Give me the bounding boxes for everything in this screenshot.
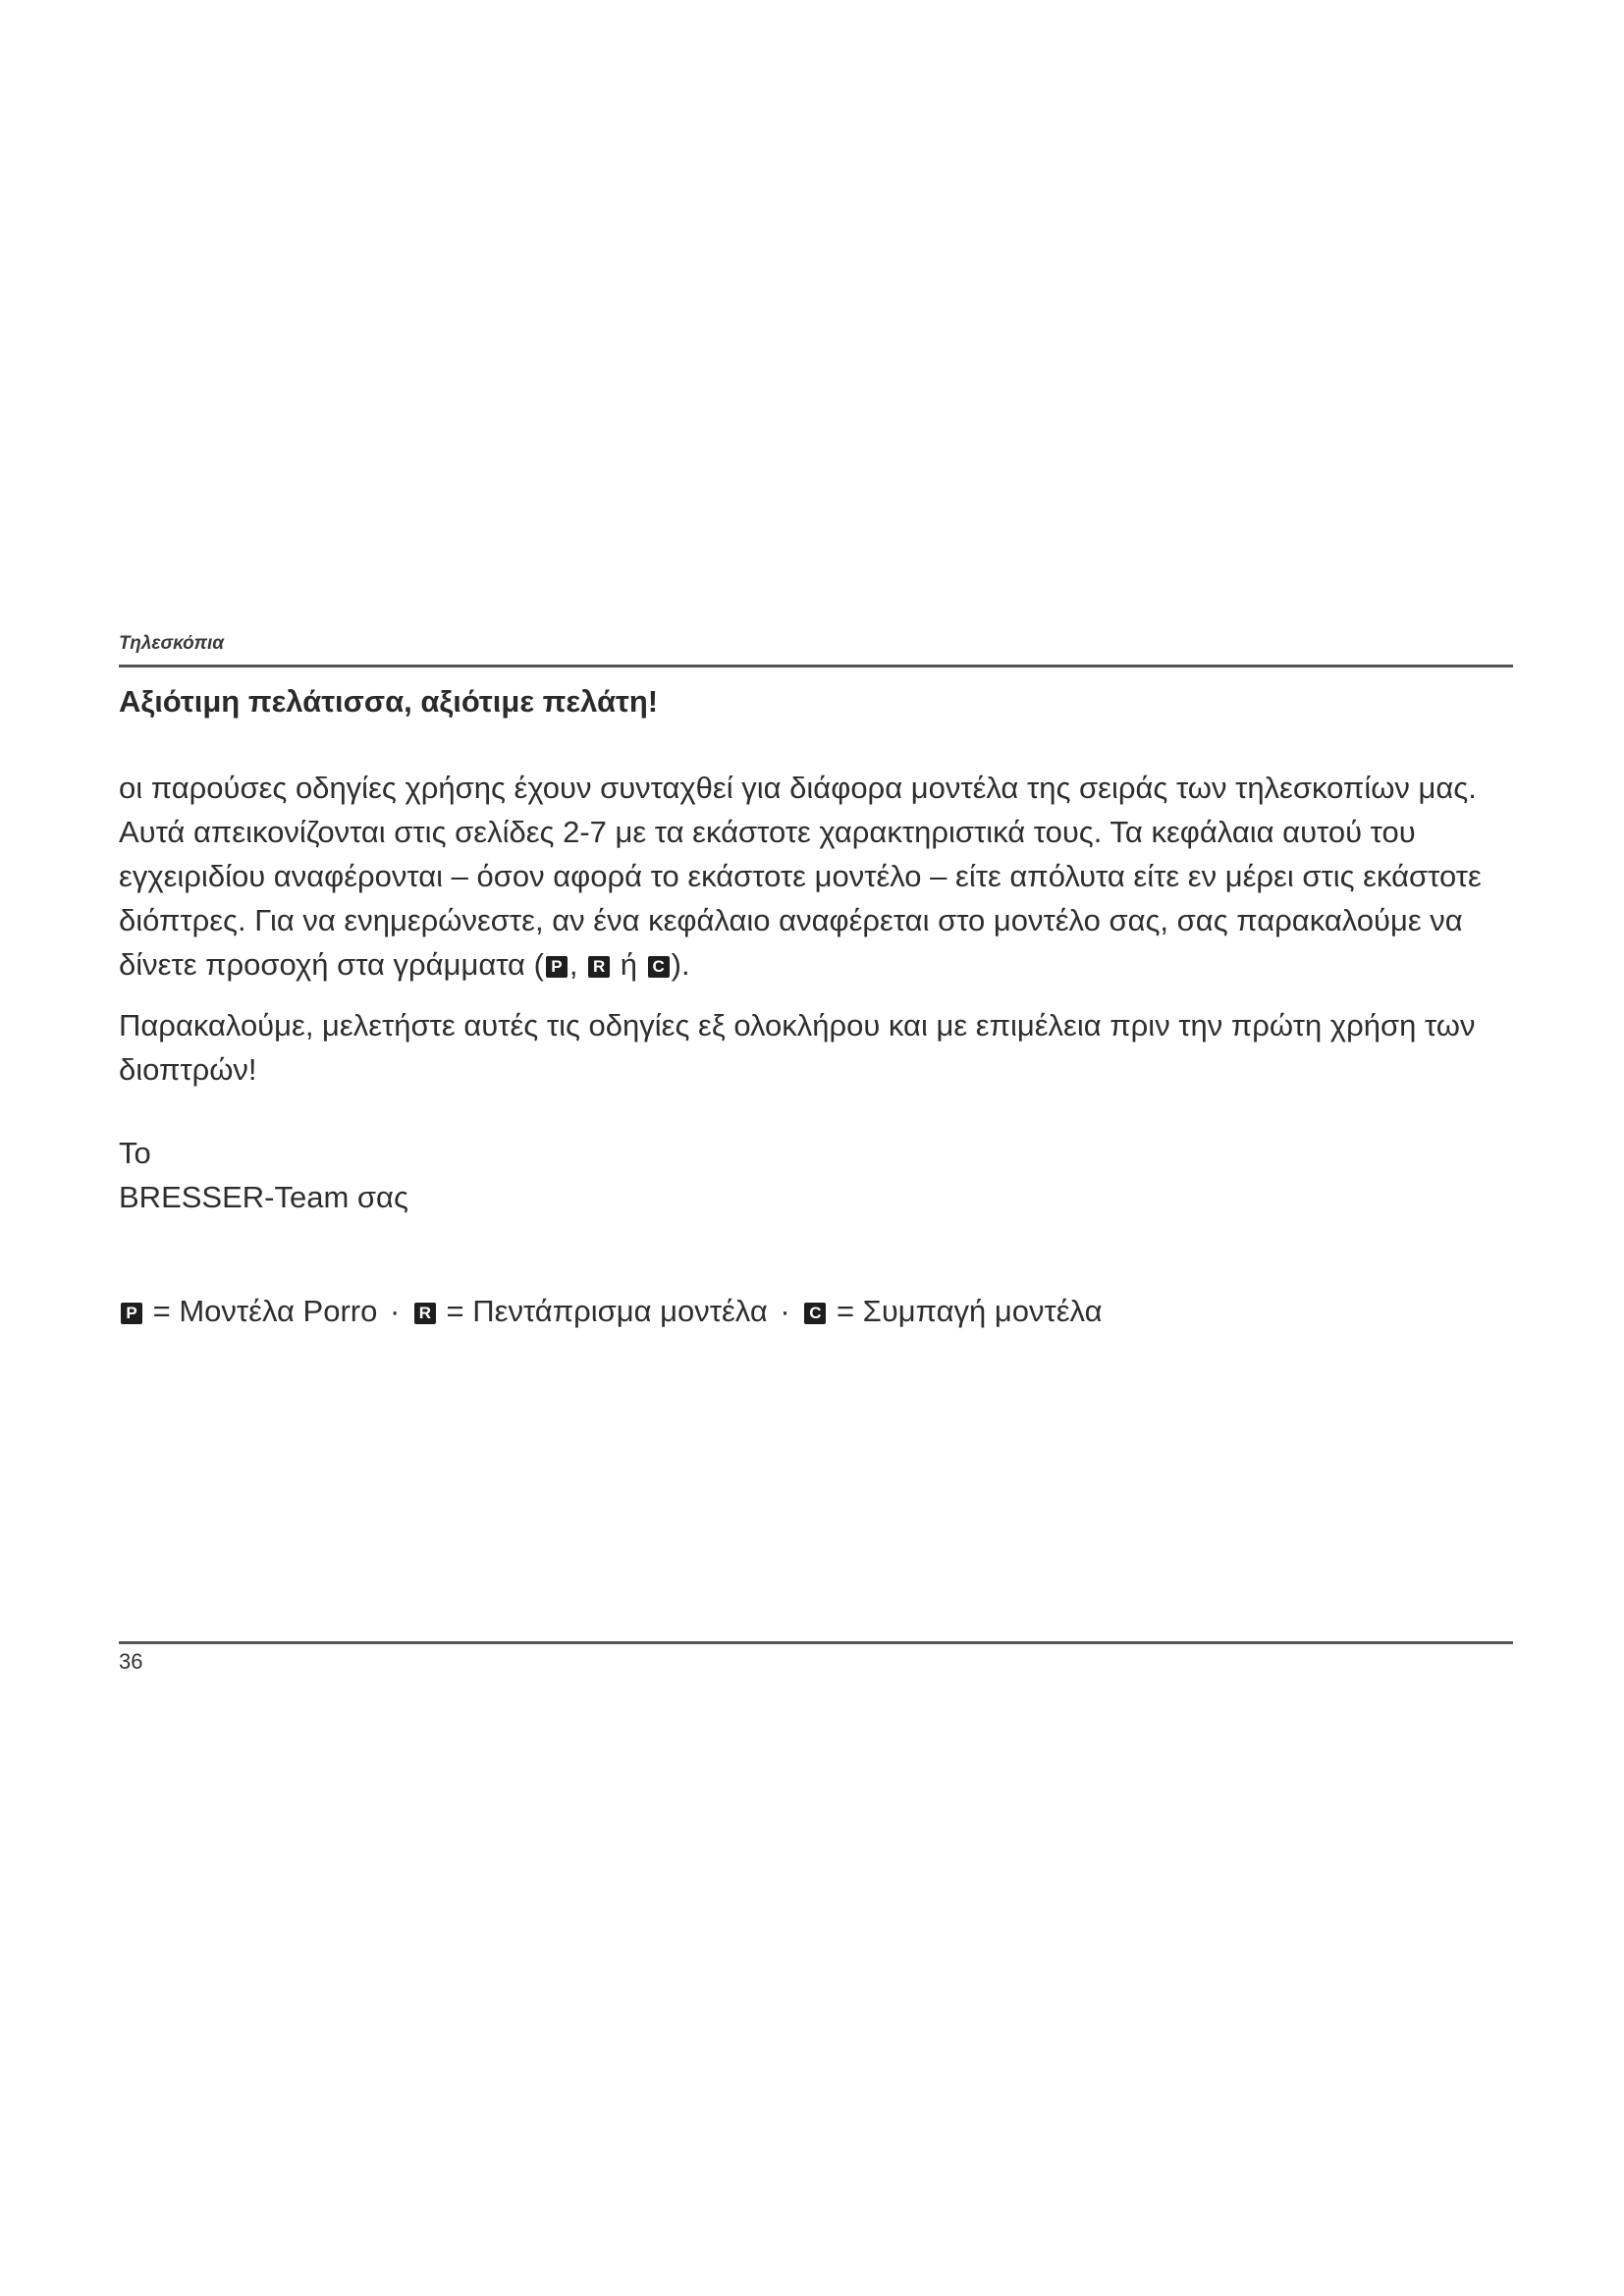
legend-separator: · [780, 1294, 790, 1328]
roof-prism-badge-icon: R [588, 956, 610, 978]
legend-porro-text: = Μοντέλα Porro [152, 1294, 378, 1328]
header-divider [119, 665, 1513, 667]
intro-paragraph [119, 766, 1523, 987]
intro-comma: , [568, 947, 578, 982]
intro-end: ). [671, 947, 690, 982]
closing-signature [119, 1131, 408, 1219]
intro-or: ή [620, 947, 638, 982]
footer-divider [119, 1641, 1513, 1644]
section-header: Τηλεσκόπια [119, 633, 225, 654]
legend-separator: · [389, 1294, 401, 1328]
model-legend [119, 1292, 1103, 1331]
page-number: 36 [119, 1649, 143, 1674]
legend-roof-prism-badge-icon: R [414, 1303, 436, 1324]
closing-line-2: BRESSER-Team σας [119, 1180, 408, 1214]
legend-roof-prism-text: = Πεντάπρισμα μοντέλα [446, 1294, 768, 1328]
legend-porro-badge-icon: P [121, 1303, 142, 1324]
reading-advice-paragraph: Παρακαλούμε, μελετήστε αυτές τις οδηγίες εξ ολοκλήρου και με επιμέλεια πριν την πρώτη χρήση των διοπτρών! [119, 1008, 1476, 1087]
intro-text: οι παρούσες οδηγίες χρήσης έχουν συνταχθεί για διάφορα μοντέλα της σειράς των τηλεσκοπίων μας. Αυτά απεικονίζονται στις σελίδες 2-7 με τα εκάστοτε χαρακτηριστικά τους. Τα κεφάλαια αυτού του εγχειριδίου αναφέρονται – όσον αφορά το εκάστοτε μοντέλο – είτε απόλυτα είτε εν μέρει στις εκάστοτε διόπτρες. Για να ενημερώνεστε, αν ένα κεφάλαιο αναφέρεται στο μοντέλο σας, σας παρακαλούμε να δίνετε προσοχή στα γράμματα ( [119, 771, 1482, 982]
legend-compact-text: = Συμπαγή μοντέλα [836, 1294, 1103, 1328]
porro-badge-icon: P [546, 956, 568, 978]
closing-line-1: Το [119, 1136, 151, 1170]
legend-compact-badge-icon: C [804, 1303, 826, 1324]
compact-badge-icon: C [648, 956, 670, 978]
greeting-heading: Αξιότιμη πελάτισσα, αξιότιμε πελάτη! [119, 684, 659, 719]
